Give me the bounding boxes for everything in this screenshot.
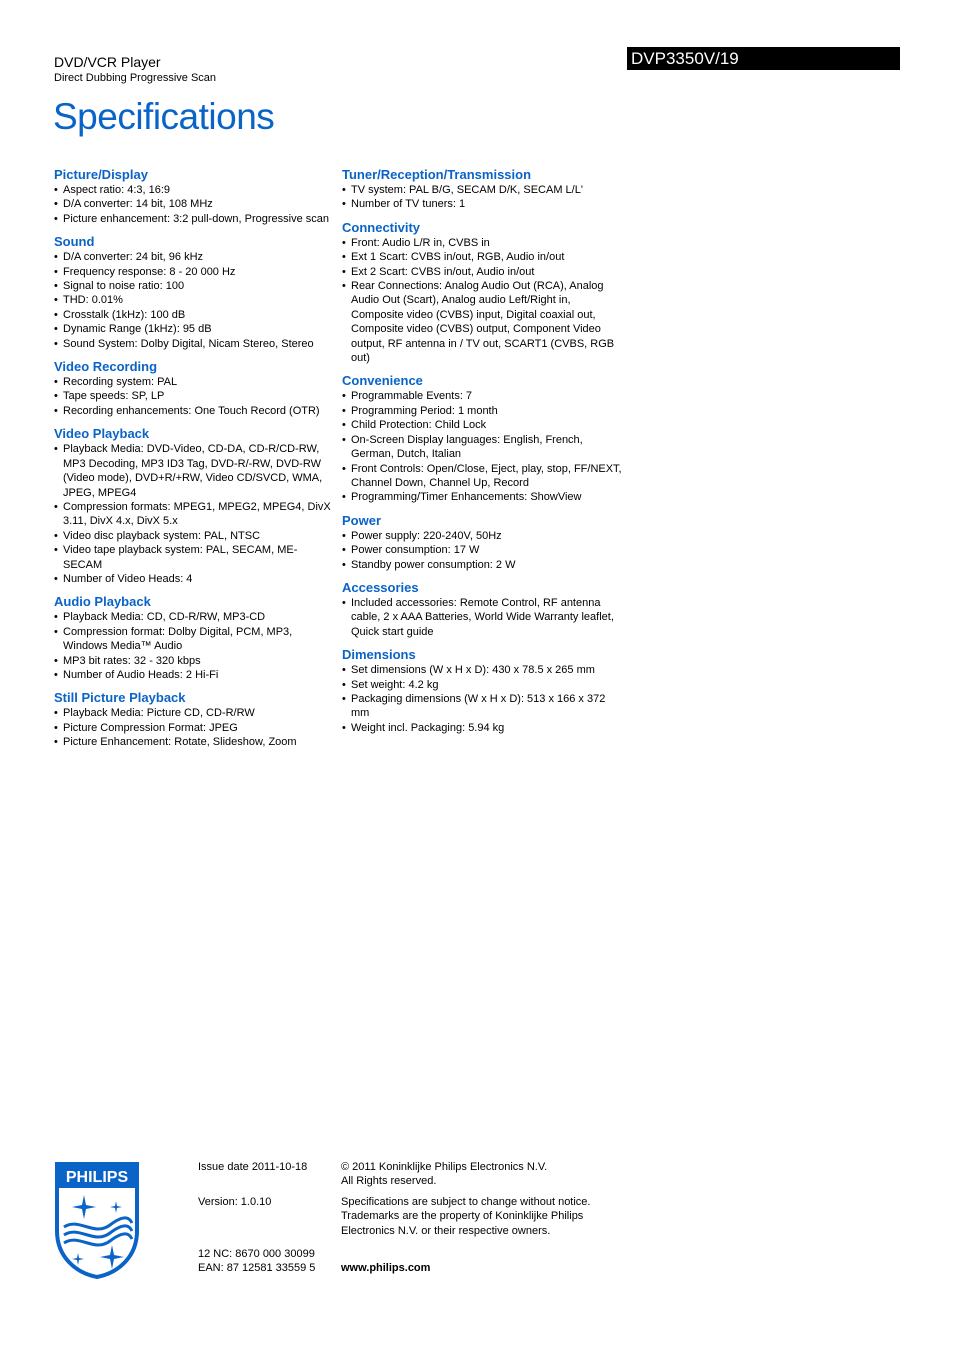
nc-number: 12 NC: 8670 000 30099: [198, 1248, 315, 1260]
spec-item: • Child Protection: Child Lock: [342, 418, 622, 432]
spec-item: • Programming Period: 1 month: [342, 404, 622, 418]
spec-list: [54, 610, 334, 682]
spec-item: • MP3 bit rates: 32 - 320 kbps: [54, 654, 334, 668]
spec-item: • Power supply: 220-240V, 50Hz: [342, 529, 622, 543]
spec-item: • Video tape playback system: PAL, SECAM, ME-SECAM: [54, 543, 334, 572]
spec-item: • Tape speeds: SP, LP: [54, 389, 334, 403]
spec-item: • Packaging dimensions (W x H x D): 513 x 166 x 372 mm: [342, 692, 622, 721]
spec-section: [54, 689, 334, 749]
page-title: Specifications: [53, 96, 275, 137]
issue-date: Issue date 2011-10-18: [198, 1161, 308, 1173]
spec-item: • Programming/Timer Enhancements: ShowView: [342, 490, 622, 504]
spec-list: [54, 250, 334, 351]
section-title: Convenience: [342, 373, 423, 389]
product-subtitle: Direct Dubbing Progressive Scan: [54, 72, 217, 84]
spec-item: • Compression formats: MPEG1, MPEG2, MPEG4, DivX 3.11, DivX 4.x, DivX 5.x: [54, 500, 334, 529]
spec-item: • Number of Audio Heads: 2 Hi-Fi: [54, 668, 334, 682]
right-spec-column: [342, 166, 622, 742]
spec-section: [342, 372, 622, 504]
spec-item: • Signal to noise ratio: 100: [54, 279, 334, 293]
spec-list: [342, 663, 622, 735]
spec-item: • Programmable Events: 7: [342, 389, 622, 403]
spec-section: [342, 512, 622, 572]
spec-item: • Front: Audio L/R in, CVBS in: [342, 236, 622, 250]
section-title: Tuner/Reception/Transmission: [342, 167, 532, 182]
spec-item: • D/A converter: 14 bit, 108 MHz: [54, 197, 334, 211]
spec-item: • Playback Media: DVD-Video, CD-DA, CD-R/CD-RW, MP3 Decoding, MP3 ID3 Tag, DVD-R/-RW, DVD-RW (Video mode), DVD+R/+RW, Video CD/SVCD, WMA, JPEG, MPEG4: [54, 442, 334, 500]
section-title: Sound: [54, 234, 95, 250]
spec-item: • Ext 2 Scart: CVBS in/out, Audio in/out: [342, 265, 622, 279]
section-title: Video Recording: [54, 359, 158, 375]
section-title: Picture/Display: [54, 167, 148, 182]
spec-list: [342, 389, 622, 504]
spec-list: [342, 183, 622, 212]
section-title: Accessories: [342, 579, 419, 595]
philips-shield-logo: [54, 1161, 140, 1279]
spec-list: [54, 375, 334, 418]
spec-item: • Set weight: 4.2 kg: [342, 678, 622, 692]
spec-section: [342, 166, 622, 212]
copyright-line-1: © 2011 Koninklijke Philips Electronics N.V.: [341, 1161, 548, 1173]
notice-line-3: Electronics N.V. or their respective owners.: [341, 1225, 551, 1237]
website-link[interactable]: www.philips.com: [341, 1262, 431, 1274]
section-title: Still Picture Playback: [54, 690, 186, 706]
spec-item: • Frequency response: 8 - 20 000 Hz: [54, 265, 334, 279]
model-number-bar: DVP3350V/19: [627, 47, 900, 70]
logo-text: PHILIPS: [65, 1169, 129, 1186]
section-title: Connectivity: [342, 219, 421, 235]
spec-item: • Picture Compression Format: JPEG: [54, 721, 334, 735]
spec-list: [342, 529, 622, 572]
spec-section: [54, 233, 334, 351]
copyright-line-2: All Rights reserved.: [341, 1175, 437, 1187]
spec-item: • Sound System: Dolby Digital, Nicam Stereo, Stereo: [54, 337, 334, 351]
spec-item: • Front Controls: Open/Close, Eject, play, stop, FF/NEXT, Channel Down, Channel Up, Record: [342, 462, 622, 491]
spec-section: [342, 219, 622, 366]
product-type: DVD/VCR Player: [54, 54, 161, 70]
spec-item: • Aspect ratio: 4:3, 16:9: [54, 183, 334, 197]
spec-section: [54, 425, 334, 586]
spec-item: • THD: 0.01%: [54, 293, 334, 307]
spec-list: [54, 442, 334, 586]
spec-item: • Picture Enhancement: Rotate, Slideshow, Zoom: [54, 735, 334, 749]
spec-item: • Included accessories: Remote Control, RF antenna cable, 2 x AAA Batteries, World Wide Warranty leaflet, Quick start guide: [342, 596, 622, 639]
spec-item: • Number of TV tuners: 1: [342, 197, 622, 211]
spec-item: • Crosstalk (1kHz): 100 dB: [54, 308, 334, 322]
spec-item: • Ext 1 Scart: CVBS in/out, RGB, Audio in/out: [342, 250, 622, 264]
spec-item: • D/A converter: 24 bit, 96 kHz: [54, 250, 334, 264]
spec-item: • Set dimensions (W x H x D): 430 x 78.5 x 265 mm: [342, 663, 622, 677]
spec-item: • Recording enhancements: One Touch Record (OTR): [54, 404, 334, 418]
section-title: Power: [342, 512, 382, 528]
spec-item: • Compression format: Dolby Digital, PCM, MP3, Windows Media™ Audio: [54, 625, 334, 654]
spec-item: • Number of Video Heads: 4: [54, 572, 334, 586]
spec-item: • Playback Media: Picture CD, CD-R/RW: [54, 706, 334, 720]
spec-item: • Rear Connections: Analog Audio Out (RCA), Analog Audio Out (Scart), Analog audio Left/Right in, Composite video (CVBS) input, Digital coaxial out, Composite video (CVBS) output, Component Video output, RF antenna in / TV out, SCART1 (CVBS, RGB out): [342, 279, 622, 365]
spec-list: [54, 706, 334, 749]
spec-item: • TV system: PAL B/G, SECAM D/K, SECAM L/L': [342, 183, 622, 197]
notice-line-2: Trademarks are the property of Koninklijke Philips: [341, 1210, 584, 1222]
spec-item: • Recording system: PAL: [54, 375, 334, 389]
version: Version: 1.0.10: [198, 1196, 272, 1208]
section-title: Audio Playback: [54, 594, 151, 610]
spec-section: [54, 166, 334, 226]
spec-item: • Weight incl. Packaging: 5.94 kg: [342, 721, 622, 735]
spec-item: • On-Screen Display languages: English, French, German, Dutch, Italian: [342, 433, 622, 462]
spec-section: [54, 358, 334, 418]
spec-list: [342, 596, 622, 639]
notice-line-1: Specifications are subject to change without notice.: [341, 1196, 591, 1208]
spec-list: [342, 236, 622, 366]
spec-item: • Playback Media: CD, CD-R/RW, MP3-CD: [54, 610, 334, 624]
spec-item: • Standby power consumption: 2 W: [342, 558, 622, 572]
spec-item: • Power consumption: 17 W: [342, 543, 622, 557]
spec-item: • Video disc playback system: PAL, NTSC: [54, 529, 334, 543]
spec-section: [342, 579, 622, 639]
section-title: Dimensions: [342, 647, 416, 663]
spec-item: • Picture enhancement: 3:2 pull-down, Progressive scan: [54, 212, 334, 226]
spec-list: [54, 183, 334, 226]
ean-number: EAN: 87 12581 33559 5: [198, 1262, 316, 1274]
section-title: Video Playback: [54, 426, 150, 442]
spec-item: • Dynamic Range (1kHz): 95 dB: [54, 322, 334, 336]
left-spec-column: [54, 166, 334, 757]
spec-section: [54, 593, 334, 682]
spec-section: [342, 646, 622, 735]
